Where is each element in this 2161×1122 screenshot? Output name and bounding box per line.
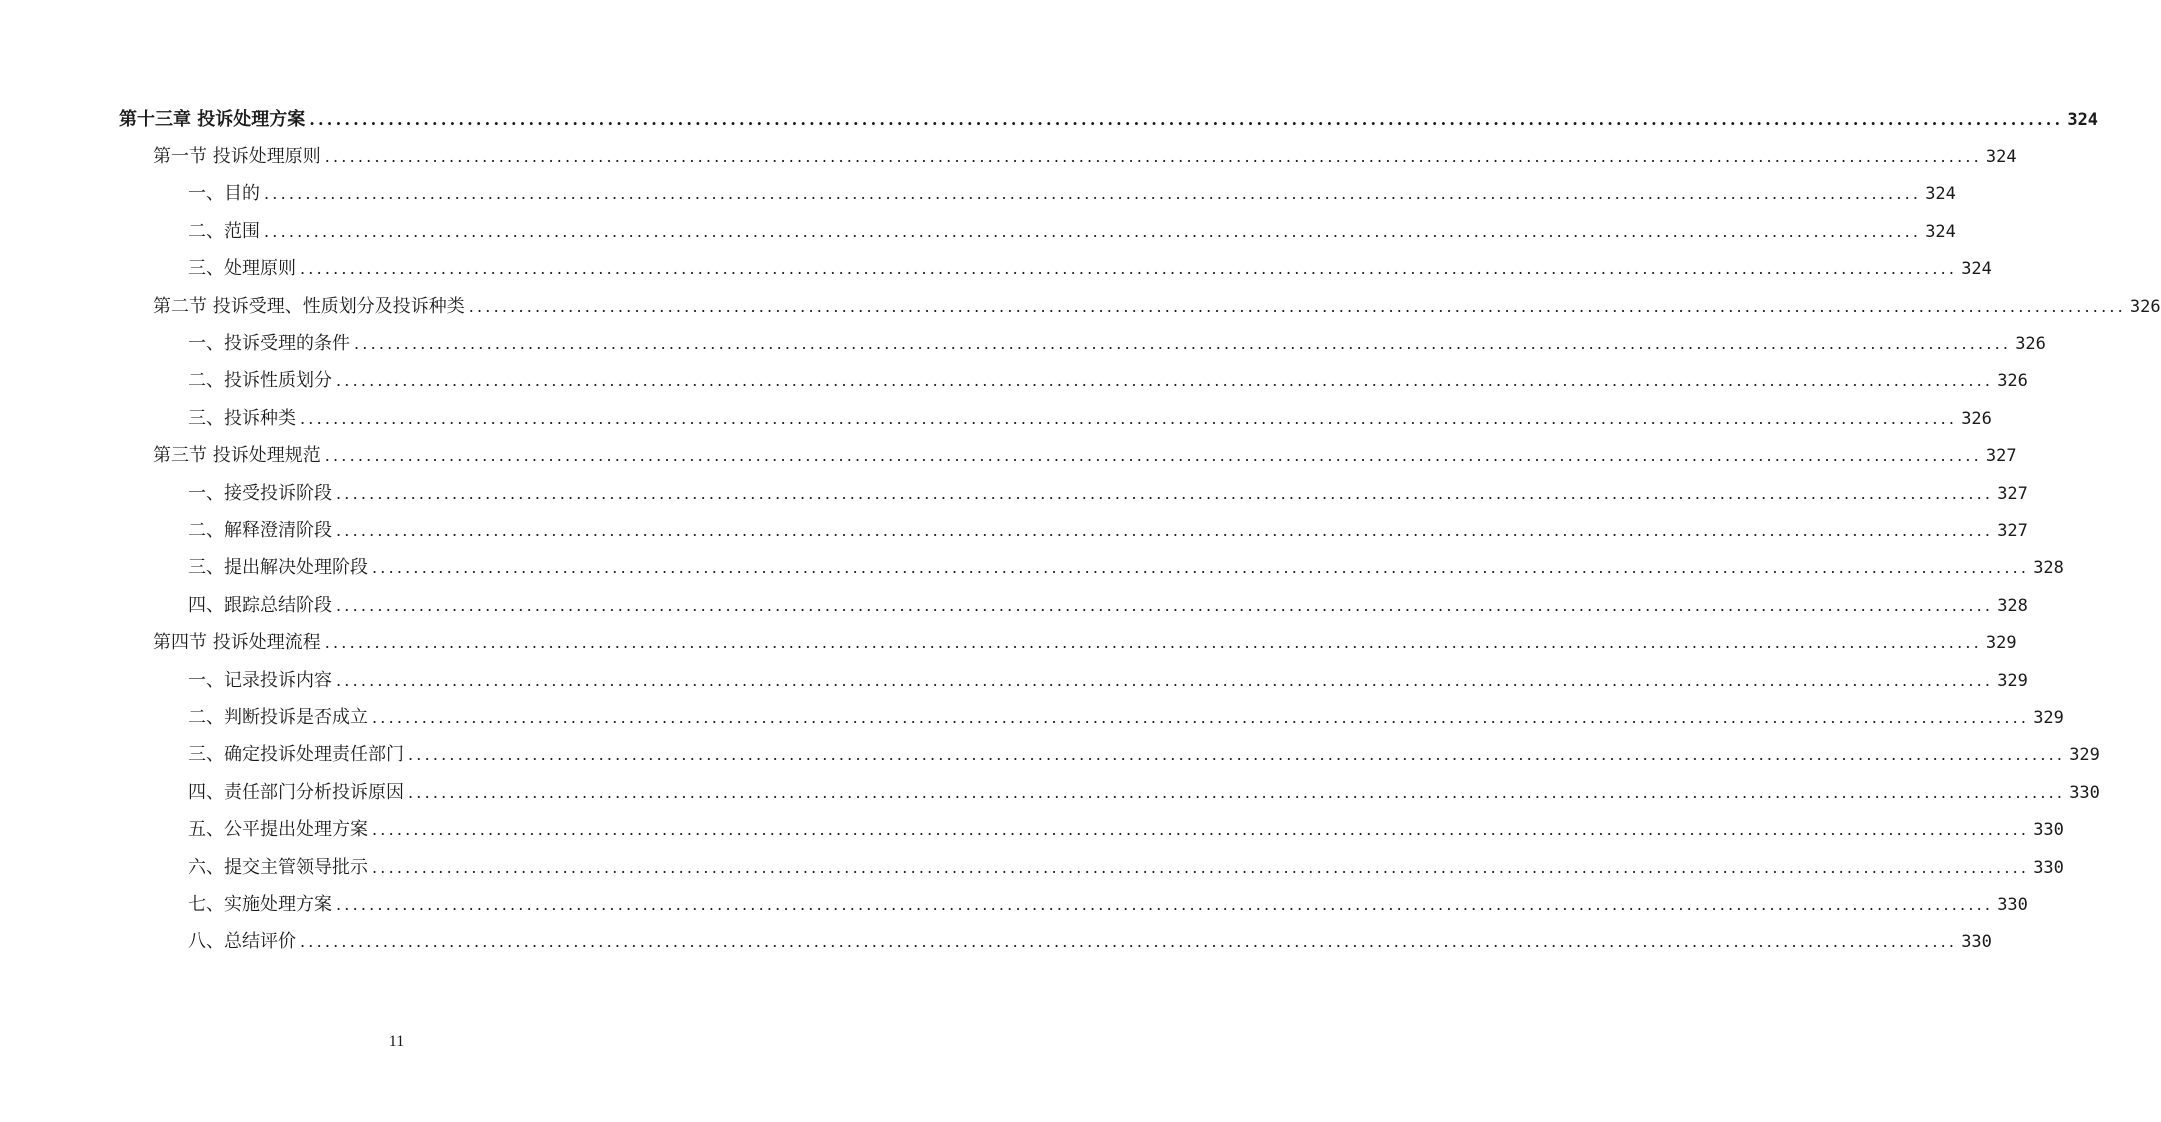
toc-entry-item[interactable] (0, 512, 2028, 549)
toc-entry-page-number: 328 (1997, 595, 2028, 616)
toc-entry-title: 第一节 投诉处理原则 (153, 146, 321, 168)
toc-entry-page-number: 329 (2033, 707, 2064, 728)
toc-entry-page-number: 327 (1985, 446, 2017, 467)
toc-entry-title: 第二节 投诉受理、性质划分及投诉种类 (153, 295, 465, 317)
dot-leader: ........................................................................................................................................................................................................ (336, 670, 1994, 690)
toc-entry-title: 第三节 投诉处理规范 (153, 445, 321, 467)
page-number: 11 (388, 1033, 405, 1050)
toc-entry-page-number: 329 (1997, 670, 2028, 691)
toc-entry-page-number: 327 (1997, 520, 2028, 541)
toc-entry-page-number: 324 (1961, 259, 1992, 280)
toc-entry-item[interactable] (0, 363, 2028, 400)
dot-leader: ........................................................................................................................................................................................................ (354, 334, 2012, 354)
dot-leader: ........................................................................................................................................................................................................ (372, 857, 2030, 877)
toc-entry-title: 第四节 投诉处理流程 (153, 632, 321, 654)
toc-entry-title: 一、记录投诉内容 (188, 669, 332, 691)
table-of-contents (0, 101, 2161, 961)
toc-entry-item[interactable] (0, 811, 2064, 848)
toc-entry-page-number: 324 (1925, 184, 1956, 205)
toc-entry-item[interactable] (0, 400, 1992, 437)
toc-entry-item[interactable] (0, 325, 2046, 362)
dot-leader: ........................................................................................................................................................................................................ (309, 109, 2064, 129)
dot-leader: ........................................................................................................................................................................................................ (408, 782, 2066, 802)
toc-entry-title: 三、处理原则 (188, 258, 296, 280)
toc-entry-item[interactable] (0, 550, 2064, 587)
dot-leader: ........................................................................................................................................................................................................ (372, 820, 2030, 840)
toc-entry-title: 二、投诉性质划分 (188, 370, 332, 392)
dot-leader: ........................................................................................................................................................................................................ (336, 595, 1994, 615)
dot-leader: ........................................................................................................................................................................................................ (336, 371, 1994, 391)
toc-entry-title: 五、公平提出处理方案 (188, 819, 368, 841)
toc-entry-title: 一、投诉受理的条件 (188, 333, 350, 355)
toc-entry-title: 三、投诉种类 (188, 407, 296, 429)
toc-entry-title: 三、确定投诉处理责任部门 (188, 744, 404, 766)
dot-leader: ........................................................................................................................................................................................................ (336, 520, 1994, 540)
toc-entry-page-number: 326 (1961, 408, 1992, 429)
dot-leader: ........................................................................................................................................................................................................ (324, 633, 1982, 653)
toc-entry-item[interactable] (0, 737, 2100, 774)
toc-entry-title: 第十三章 投诉处理方案 (119, 108, 306, 130)
toc-entry-item[interactable] (0, 176, 1956, 213)
dot-leader: ........................................................................................................................................................................................................ (324, 446, 1982, 466)
toc-entry-title: 一、接受投诉阶段 (188, 482, 332, 504)
toc-entry-page-number: 329 (1985, 633, 2017, 654)
toc-entry-chapter[interactable] (0, 101, 2099, 138)
toc-entry-section[interactable] (0, 624, 2017, 661)
toc-entry-page-number: 330 (2069, 782, 2100, 803)
toc-entry-page-number: 324 (2067, 109, 2099, 130)
toc-entry-item[interactable] (0, 251, 1992, 288)
toc-entry-page-number: 324 (1985, 147, 2017, 168)
toc-entry-title: 七、实施处理方案 (188, 893, 332, 915)
toc-entry-page-number: 324 (1925, 221, 1956, 242)
toc-entry-page-number: 330 (1961, 932, 1992, 953)
toc-entry-section[interactable] (0, 288, 2161, 325)
toc-entry-section[interactable] (0, 138, 2017, 175)
toc-entry-title: 八、总结评价 (188, 931, 296, 953)
dot-leader: ........................................................................................................................................................................................................ (408, 745, 2066, 765)
toc-entry-page-number: 328 (2033, 558, 2064, 579)
toc-entry-page-number: 329 (2069, 745, 2100, 766)
toc-entry-page-number: 327 (1997, 483, 2028, 504)
dot-leader: ........................................................................................................................................................................................................ (372, 558, 2030, 578)
toc-entry-title: 六、提交主管领导批示 (188, 856, 368, 878)
toc-entry-item[interactable] (0, 849, 2064, 886)
dot-leader: ........................................................................................................................................................................................................ (300, 408, 1958, 428)
toc-entry-item[interactable] (0, 774, 2100, 811)
toc-entry-title: 二、解释澄清阶段 (188, 519, 332, 541)
toc-entry-item[interactable] (0, 662, 2028, 699)
dot-leader: ........................................................................................................................................................................................................ (468, 296, 2126, 316)
toc-entry-item[interactable] (0, 475, 2028, 512)
dot-leader: ........................................................................................................................................................................................................ (336, 483, 1994, 503)
toc-entry-title: 二、判断投诉是否成立 (188, 706, 368, 728)
toc-entry-page-number: 326 (2015, 334, 2046, 355)
toc-entry-item[interactable] (0, 886, 2028, 923)
toc-entry-page-number: 330 (2033, 820, 2064, 841)
toc-entry-title: 四、责任部门分析投诉原因 (188, 781, 404, 803)
toc-entry-title: 二、范围 (188, 220, 260, 242)
toc-entry-item[interactable] (0, 924, 1992, 961)
toc-entry-item[interactable] (0, 213, 1956, 250)
dot-leader: ........................................................................................................................................................................................................ (324, 147, 1982, 167)
dot-leader: ........................................................................................................................................................................................................ (264, 221, 1922, 241)
dot-leader: ........................................................................................................................................................................................................ (300, 932, 1958, 952)
toc-entry-page-number: 326 (1997, 371, 2028, 392)
toc-entry-page-number: 330 (1997, 894, 2028, 915)
toc-entry-page-number: 326 (2129, 296, 2161, 317)
toc-entry-item[interactable] (0, 699, 2064, 736)
dot-leader: ........................................................................................................................................................................................................ (372, 707, 2030, 727)
toc-entry-section[interactable] (0, 438, 2017, 475)
dot-leader: ........................................................................................................................................................................................................ (300, 259, 1958, 279)
toc-entry-item[interactable] (0, 587, 2028, 624)
dot-leader: ........................................................................................................................................................................................................ (264, 184, 1922, 204)
toc-entry-title: 一、目的 (188, 183, 260, 205)
dot-leader: ........................................................................................................................................................................................................ (336, 894, 1994, 914)
toc-entry-page-number: 330 (2033, 857, 2064, 878)
toc-entry-title: 四、跟踪总结阶段 (188, 594, 332, 616)
toc-entry-title: 三、提出解决处理阶段 (188, 557, 368, 579)
